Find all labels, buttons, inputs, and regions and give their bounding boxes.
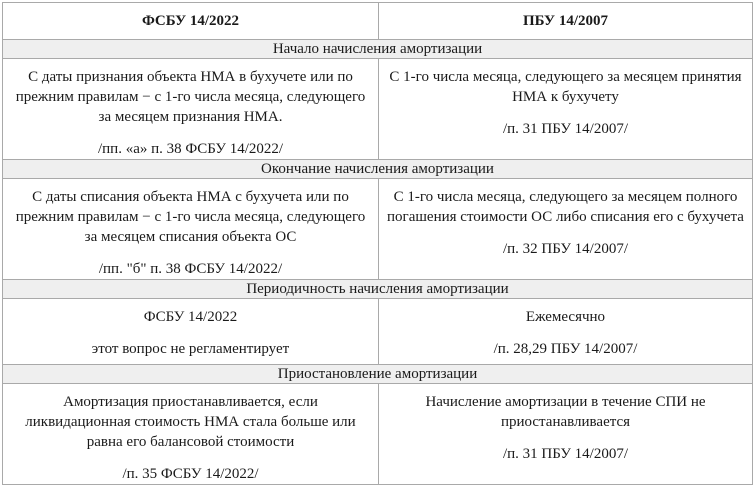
table-row xyxy=(3,299,753,365)
pbu-ref: /п. 32 ПБУ 14/2007/ xyxy=(502,241,629,257)
fsbu-ref: /п. 35 ФСБУ 14/2022/ xyxy=(122,466,259,482)
fsbu-ref: /пп. «а» п. 38 ФСБУ 14/2022/ xyxy=(97,141,284,157)
pbu-text: С 1-го числа месяца, следующего за месяцем принятия НМА к бухучету xyxy=(389,69,742,105)
fsbu-text: Амортизация приостанавливается, если ликвидационная стоимость НМА стала больше или равна его балансовой стоимости xyxy=(25,394,356,450)
section-row xyxy=(3,40,753,59)
table-row xyxy=(3,59,753,160)
fsbu-cell xyxy=(3,59,379,160)
fsbu-ref: /пп. "б" п. 38 ФСБУ 14/2022/ xyxy=(98,261,283,277)
pbu-ref: /п. 31 ПБУ 14/2007/ xyxy=(502,446,629,462)
fsbu-cell xyxy=(3,299,379,365)
pbu-ref: /п. 28,29 ПБУ 14/2007/ xyxy=(493,341,638,357)
section-row xyxy=(3,160,753,179)
section-row xyxy=(3,280,753,299)
pbu-cell xyxy=(379,59,753,160)
header-pbu: ПБУ 14/2007 xyxy=(379,3,753,40)
pbu-text: Начисление амортизации в течение СПИ не приостанавливается xyxy=(425,394,706,430)
pbu-cell xyxy=(379,384,753,485)
fsbu-ref: этот вопрос не регламентирует xyxy=(91,341,290,357)
comparison-table xyxy=(2,2,753,485)
section-title: Окончание начисления амортизации xyxy=(3,160,753,179)
pbu-text: Ежемесячно xyxy=(525,309,606,325)
section-title: Приостановление амортизации xyxy=(3,365,753,384)
fsbu-text: С даты списания объекта НМА с бухучета или по прежним правилам − с 1-го числа месяца, следующего за месяцем списания объекта ОС xyxy=(15,189,366,245)
pbu-cell xyxy=(379,179,753,280)
pbu-text: С 1-го числа месяца, следующего за месяцем полного погашения стоимости ОС либо списания его с бухучета xyxy=(387,189,744,225)
pbu-cell xyxy=(379,299,753,365)
fsbu-text: С даты признания объекта НМА в бухучете или по прежним правилам − с 1-го числа месяца, следующего за месяцем признания НМА. xyxy=(15,69,366,125)
fsbu-cell xyxy=(3,179,379,280)
fsbu-cell xyxy=(3,384,379,485)
table-row xyxy=(3,179,753,280)
header-fsbu: ФСБУ 14/2022 xyxy=(3,3,379,40)
section-title: Начало начисления амортизации xyxy=(3,40,753,59)
pbu-ref: /п. 31 ПБУ 14/2007/ xyxy=(502,121,629,137)
table-row xyxy=(3,384,753,485)
header-row xyxy=(3,3,753,40)
section-row xyxy=(3,365,753,384)
fsbu-text: ФСБУ 14/2022 xyxy=(143,309,238,325)
section-title: Периодичность начисления амортизации xyxy=(3,280,753,299)
